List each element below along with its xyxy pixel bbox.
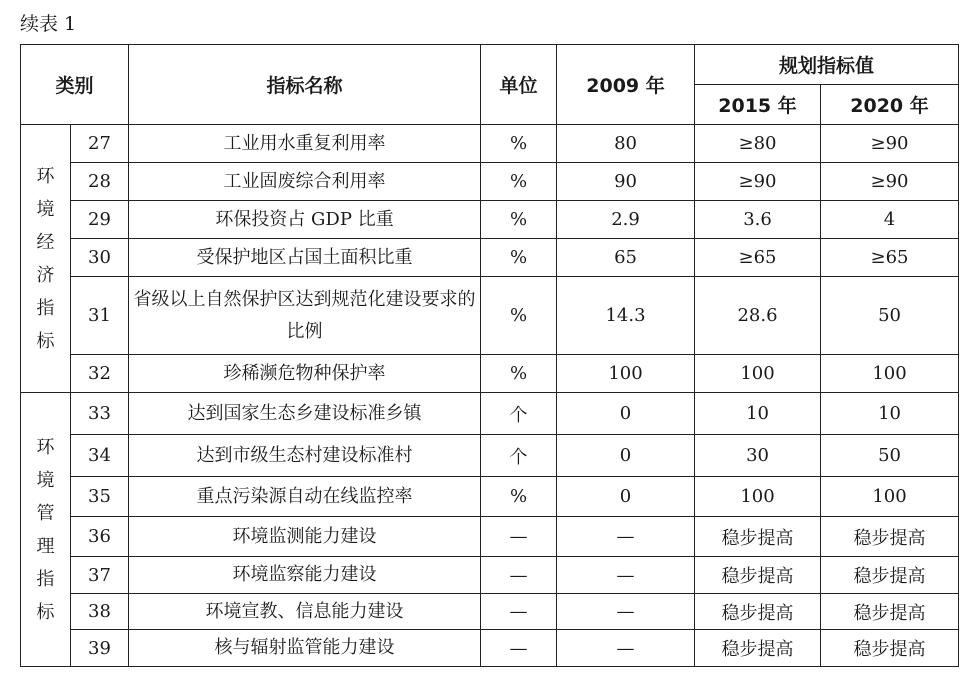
value-2009: — <box>557 594 695 630</box>
value-2009: 14.3 <box>557 277 695 355</box>
value-2009: 2.9 <box>557 201 695 239</box>
unit-cell: % <box>481 239 557 277</box>
table-row <box>21 594 959 630</box>
value-2009: 0 <box>557 435 695 477</box>
table-row <box>21 435 959 477</box>
table-row <box>21 239 959 277</box>
value-2020: 50 <box>821 435 959 477</box>
value-2020: 100 <box>821 477 959 517</box>
row-number: 31 <box>71 277 129 355</box>
table-row <box>21 393 959 435</box>
row-number: 27 <box>71 125 129 163</box>
value-2020: 50 <box>821 277 959 355</box>
value-2020: 稳步提高 <box>821 630 959 667</box>
indicator-name: 达到市级生态村建设标准村 <box>129 435 481 477</box>
row-number: 36 <box>71 517 129 557</box>
value-2015: 稳步提高 <box>695 517 821 557</box>
value-2009: 90 <box>557 163 695 201</box>
indicator-name: 环境监察能力建设 <box>129 557 481 594</box>
indicator-name: 环境宣教、信息能力建设 <box>129 594 481 630</box>
header-unit: 单位 <box>481 45 557 125</box>
header-2015: 2015 年 <box>695 85 821 125</box>
value-2009: 80 <box>557 125 695 163</box>
unit-cell: — <box>481 557 557 594</box>
table-row <box>21 355 959 393</box>
unit-cell: % <box>481 355 557 393</box>
value-2020: ≥65 <box>821 239 959 277</box>
indicator-name: 工业用水重复利用率 <box>129 125 481 163</box>
value-2015: 28.6 <box>695 277 821 355</box>
value-2020: 4 <box>821 201 959 239</box>
header-2020: 2020 年 <box>821 85 959 125</box>
value-2009: — <box>557 557 695 594</box>
value-2015: 10 <box>695 393 821 435</box>
table-row <box>21 557 959 594</box>
row-number: 28 <box>71 163 129 201</box>
row-number: 38 <box>71 594 129 630</box>
unit-cell: % <box>481 201 557 239</box>
table-body <box>21 125 959 667</box>
indicator-name: 工业固废综合利用率 <box>129 163 481 201</box>
value-2020: 稳步提高 <box>821 557 959 594</box>
group-label-economic: 环 境 经 济 指 标 <box>21 125 71 393</box>
value-2020: 稳步提高 <box>821 517 959 557</box>
row-number: 34 <box>71 435 129 477</box>
indicator-name: 环境监测能力建设 <box>129 517 481 557</box>
unit-cell: — <box>481 517 557 557</box>
table-row <box>21 630 959 667</box>
indicator-name: 省级以上自然保护区达到规范化建设要求的比例 <box>129 277 481 355</box>
value-2015: 100 <box>695 477 821 517</box>
value-2015: 30 <box>695 435 821 477</box>
table-row <box>21 517 959 557</box>
value-2009: 65 <box>557 239 695 277</box>
unit-cell: — <box>481 630 557 667</box>
value-2015: 稳步提高 <box>695 594 821 630</box>
indicator-table <box>20 44 959 667</box>
table-row <box>21 201 959 239</box>
value-2020: 稳步提高 <box>821 594 959 630</box>
row-number: 39 <box>71 630 129 667</box>
indicator-name: 珍稀濒危物种保护率 <box>129 355 481 393</box>
indicator-name: 受保护地区占国土面积比重 <box>129 239 481 277</box>
unit-cell: % <box>481 277 557 355</box>
unit-cell: % <box>481 163 557 201</box>
value-2015: 稳步提高 <box>695 630 821 667</box>
table-row <box>21 277 959 355</box>
value-2015: ≥65 <box>695 239 821 277</box>
value-2015: 100 <box>695 355 821 393</box>
header-planned: 规划指标值 <box>695 45 959 85</box>
value-2020: ≥90 <box>821 125 959 163</box>
header-indicator: 指标名称 <box>129 45 481 125</box>
value-2009: 0 <box>557 477 695 517</box>
row-number: 35 <box>71 477 129 517</box>
value-2020: 10 <box>821 393 959 435</box>
value-2015: ≥90 <box>695 163 821 201</box>
indicator-name: 核与辐射监管能力建设 <box>129 630 481 667</box>
unit-cell: 个 <box>481 393 557 435</box>
indicator-name: 达到国家生态乡建设标准乡镇 <box>129 393 481 435</box>
value-2009: 0 <box>557 393 695 435</box>
value-2009: 100 <box>557 355 695 393</box>
row-number: 32 <box>71 355 129 393</box>
unit-cell: 个 <box>481 435 557 477</box>
value-2015: 稳步提高 <box>695 557 821 594</box>
group-label-management: 环 境 管 理 指 标 <box>21 393 71 667</box>
indicator-name: 环保投资占 GDP 比重 <box>129 201 481 239</box>
table-row <box>21 477 959 517</box>
indicator-name: 重点污染源自动在线监控率 <box>129 477 481 517</box>
value-2009: — <box>557 630 695 667</box>
table-row <box>21 125 959 163</box>
header-category: 类别 <box>21 45 129 125</box>
value-2015: 3.6 <box>695 201 821 239</box>
value-2020: 100 <box>821 355 959 393</box>
unit-cell: % <box>481 125 557 163</box>
header-2009: 2009 年 <box>557 45 695 125</box>
row-number: 29 <box>71 201 129 239</box>
value-2009: — <box>557 517 695 557</box>
value-2015: ≥80 <box>695 125 821 163</box>
value-2020: ≥90 <box>821 163 959 201</box>
unit-cell: — <box>481 594 557 630</box>
table-row <box>21 163 959 201</box>
unit-cell: % <box>481 477 557 517</box>
table-caption: 续表 1 <box>20 13 77 35</box>
row-number: 37 <box>71 557 129 594</box>
row-number: 30 <box>71 239 129 277</box>
row-number: 33 <box>71 393 129 435</box>
